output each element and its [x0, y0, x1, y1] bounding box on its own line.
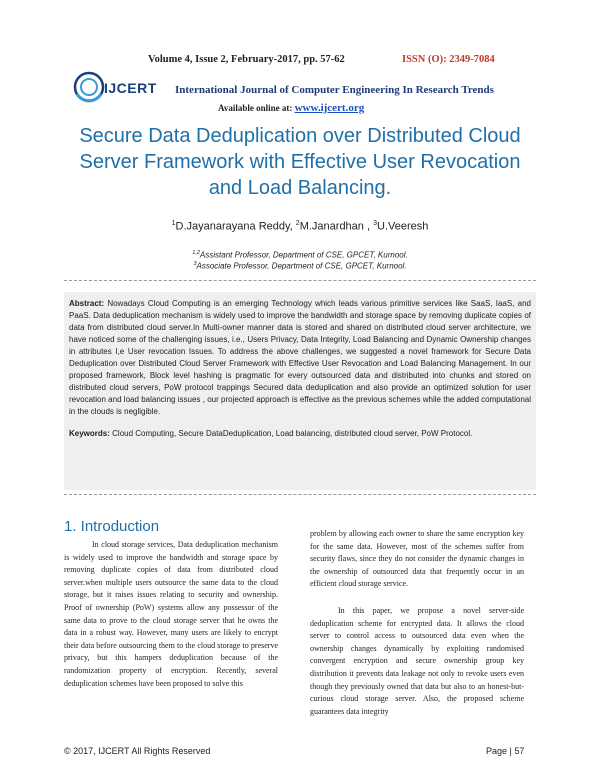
author-name: D.Jayanarayana Reddy, [175, 220, 293, 233]
logo-emblem-icon [72, 70, 106, 104]
affiliation [40, 250, 560, 260]
volume-info: Volume 4, Issue 2, February-2017, pp. 57-62 [148, 54, 345, 65]
intro-paragraph: problem by allowing each owner to share the same encryption key for the same data. However, most of the schemes suffer from security flaws, since they do not consider the dynamic changes in the ownership of outsourced data that frequently occur in an efficient cloud storage service. [310, 529, 524, 589]
affiliation [40, 261, 560, 271]
left-column [64, 539, 278, 690]
author-sup: 3 [373, 220, 377, 227]
intro-paragraph: In cloud storage services, Data deduplication mechanism is widely used to improve the bandwidth and storage space by removing duplicate copies of data from distributed cloud server.when multiple users outsource the same data to the cloud storage, but it raises issues relating to security and ownership. Proof of ownership (PoW) systems allow any possessor of the same data to prove to the cloud storage server that he owns the data in a robust way. However, many users are likely to encrypt their data before outsourcing them to the cloud storage to preserve privacy, but this hampers deduplication because of the randomization property of encryption. Recently, several deduplication schemes have been proposed to solve this [64, 540, 278, 688]
intro-paragraph: In this paper, we propose a novel server-side deduplication scheme for encrypted data. It allows the cloud server to control access to outsourced data even when the ownership changes dynamically by exploiting randomised convergent encryption and secure ownership group key distribution it prevents data leakage not only to revoke users even though they previously owned that data but also to an honest-but-curious cloud storage server. Also, the proposed scheme guarantees data integrity [310, 605, 524, 716]
author-list [40, 220, 560, 233]
issn-label: ISSN (O): 2349-7084 [402, 54, 495, 65]
abstract-paragraph [69, 298, 531, 418]
keywords-label: Keywords: [69, 429, 110, 438]
section-heading: 1. Introduction [64, 518, 160, 535]
keywords-text: Cloud Computing, Secure DataDeduplication, Load balancing, distributed cloud server, PoW Protocol. [112, 429, 473, 438]
abstract-box [64, 292, 536, 490]
author-sup: 1 [171, 220, 176, 227]
title-line: Server Framework with Effective User Revocation [79, 151, 521, 173]
right-column [310, 528, 524, 718]
logo-text: IJCERT [104, 80, 157, 96]
footer-page-number: Page | 57 [486, 746, 525, 756]
abstract-label: Abstract: [69, 299, 105, 308]
available-label: Available online at: [218, 103, 293, 113]
journal-name: International Journal of Computer Engineering In Research Trends [175, 84, 494, 96]
paper-title [40, 123, 560, 201]
author-name: M.Janardhan , [299, 220, 371, 233]
divider [64, 494, 536, 495]
title-line: and Load Balancing. [208, 177, 392, 199]
footer-copyright: © 2017, IJCERT All Rights Reserved [64, 746, 211, 756]
affiliation-sup: 3 [193, 261, 197, 267]
availability-line [218, 102, 364, 114]
abstract-text: Nowadays Cloud Computing is an emerging Technology which leads various primitive services like SaaS, IaaS, and PaaS. Data deduplication mechanism is widely used to improve the bandwidth and storage space by removing duplicate copies of data from distributed cloud server.In Multi-owner manner data is stored and shared on distributed cloud server architecture, we have noticed some of the challenging issues, i.e., Users Privacy, Data Integrity, Load Balancing and Dynamic Ownership changes in attributes I,e User revocation Issues. To address the above challenges, we suggested a novel framework for Secure Data Deduplication over Distributed Cloud Server Framework with Effective User Revocation and Load Balancing Management. In our proposed framework, Block level hashing is pragmatic for every outsourced data and distributed into chunks and stored on distributed cloud servers, PoW protocol trappings Secured data deduplication and also provide an optimized solution for user revocation and load balancing issues , our projected approach is effective as the previous schemes while the added computational in the clouds is negligible. [69, 299, 531, 416]
journal-logo [72, 70, 176, 110]
author-sup: 2 [295, 220, 300, 227]
divider [64, 280, 536, 281]
affiliation-text: Assistant Professor, Department of CSE, GPCET, Kurnool. [199, 250, 408, 260]
title-line: Secure Data Deduplication over Distributed Cloud [79, 125, 521, 147]
keywords-paragraph [69, 428, 531, 440]
affiliation-text: Associate Professor, Department of CSE, GPCET, Kurnool. [196, 261, 407, 271]
author-name: U.Veeresh [377, 220, 429, 233]
journal-url-link[interactable]: www.ijcert.org [294, 102, 365, 114]
affiliation-sup: 1,2 [192, 250, 200, 256]
